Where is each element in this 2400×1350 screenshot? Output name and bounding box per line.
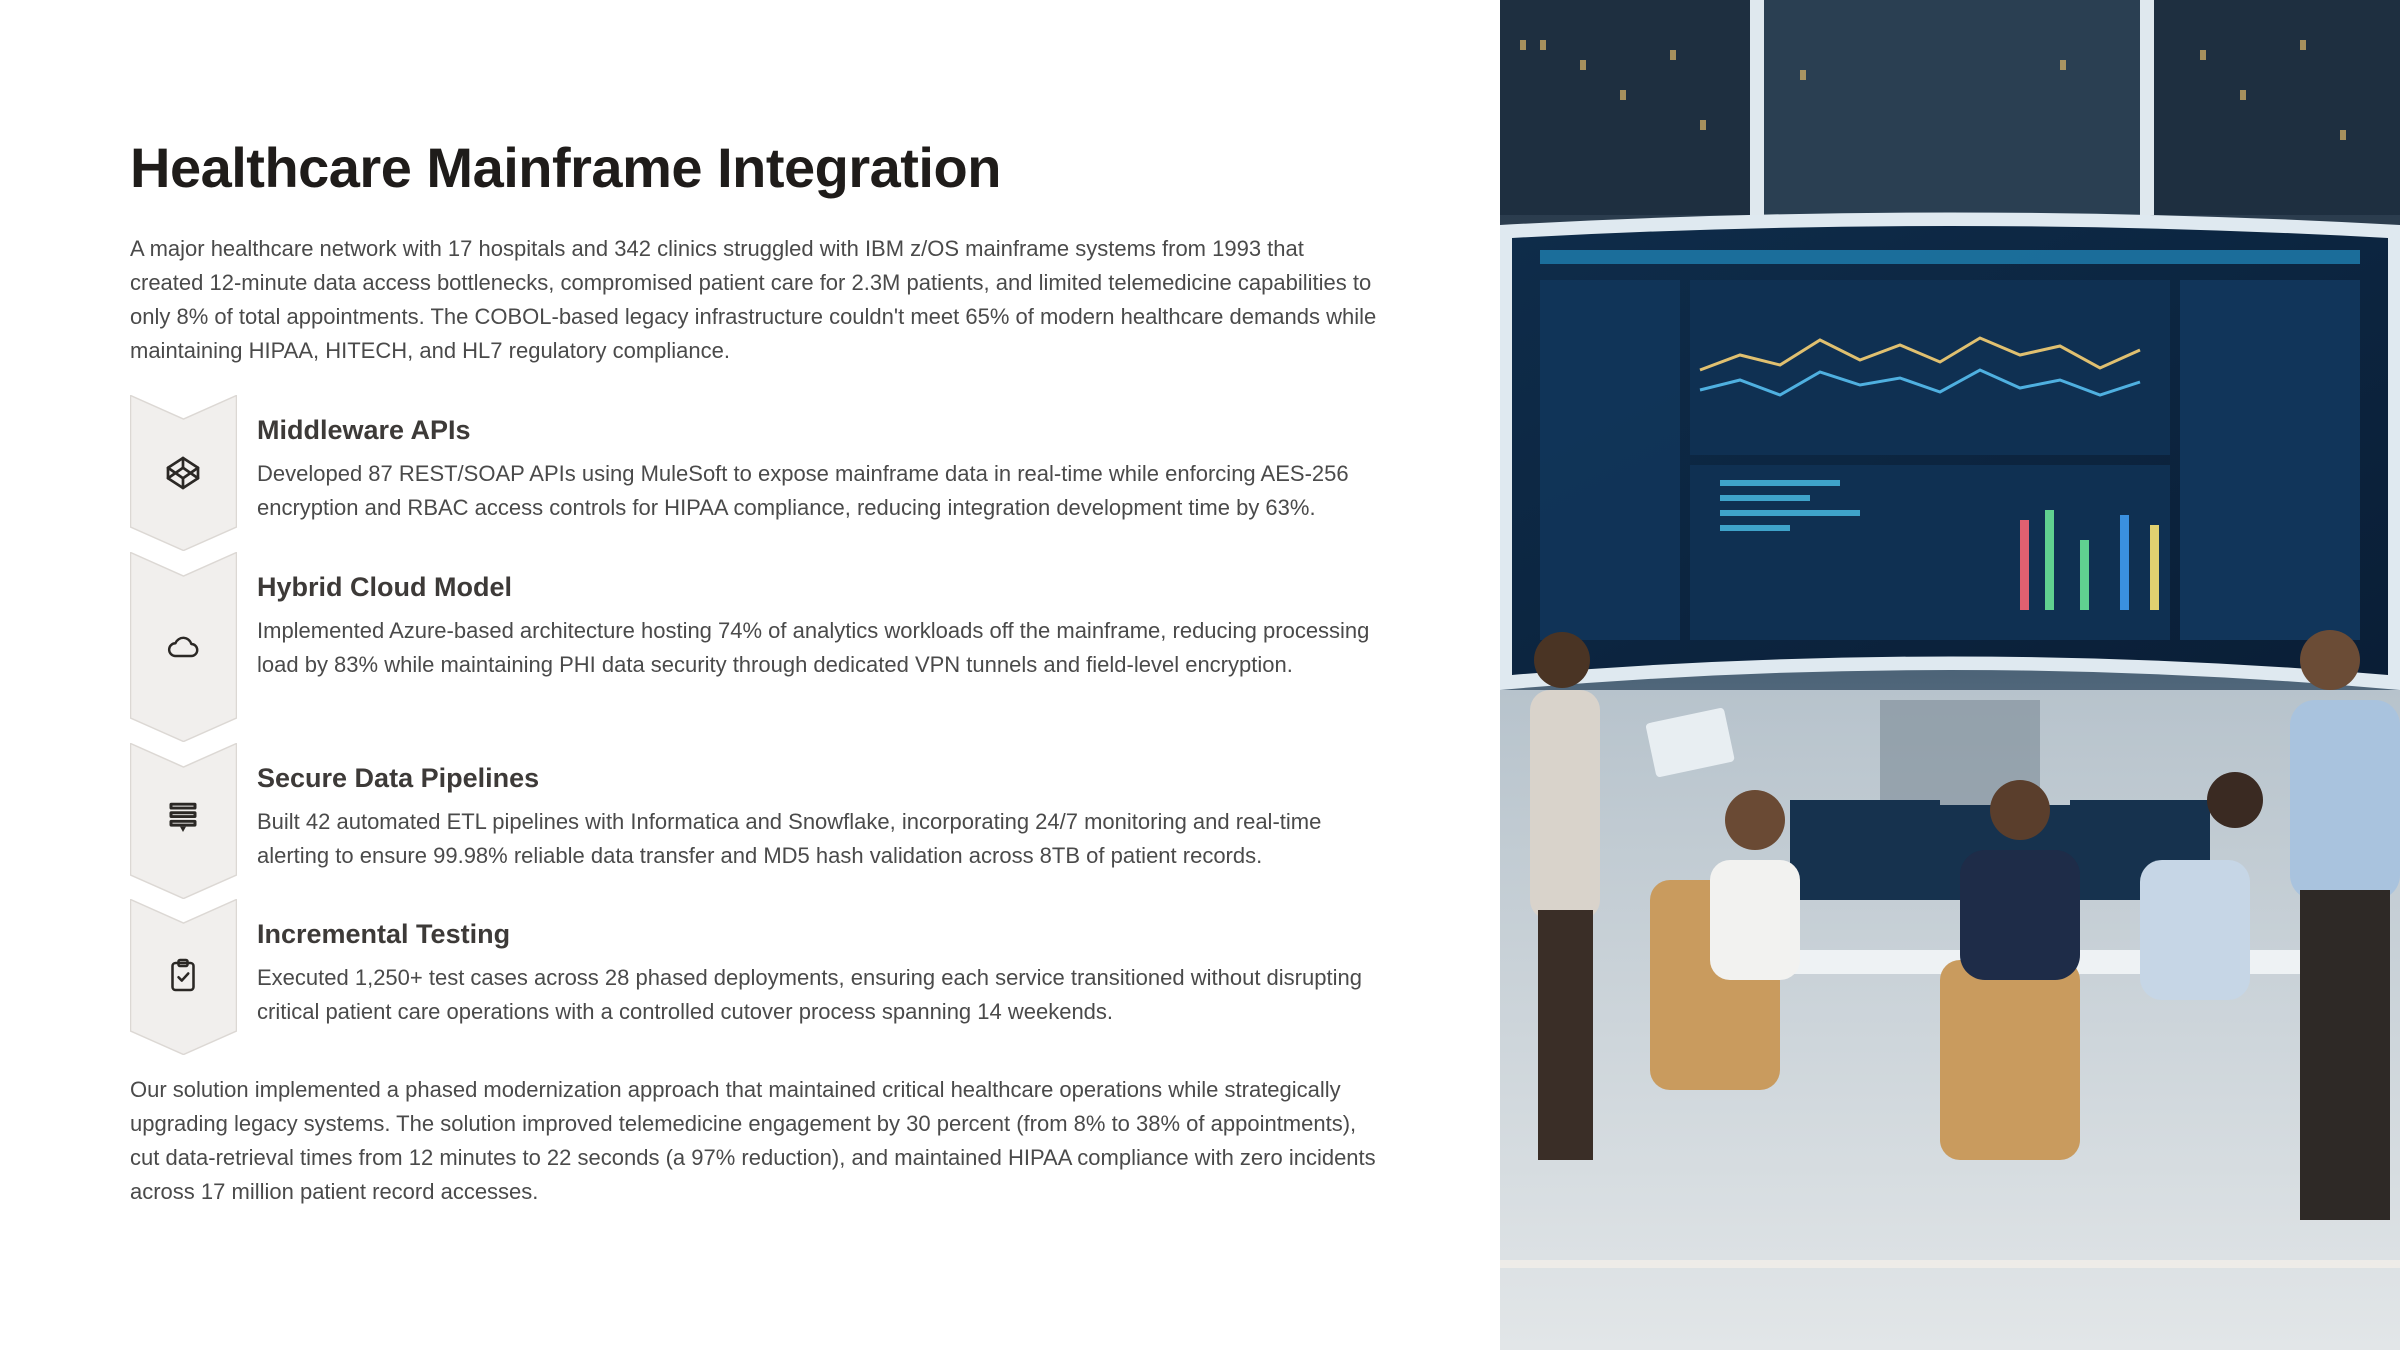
clipboard-check-icon [165, 957, 201, 993]
cloud-icon [165, 629, 201, 665]
step-title: Middleware APIs [257, 415, 471, 445]
step-description: Executed 1,250+ test cases across 28 phased deployments, ensuring each service transitioned without disrupting critical patient care operations with a controlled cutover process spanning 14 weekends. [257, 965, 1362, 1024]
step-secure-data-pipelines [130, 743, 1380, 899]
control-room-illustration [1500, 0, 2400, 1350]
step-hybrid-cloud-model [130, 552, 1380, 742]
database-stack-icon [165, 799, 201, 835]
codepen-cube-icon [165, 455, 201, 491]
page-title: Healthcare Mainframe Integration [130, 136, 1001, 199]
step-title: Hybrid Cloud Model [257, 572, 512, 602]
step-description: Developed 87 REST/SOAP APIs using MuleSoft to expose mainframe data in real-time while enforcing AES-256 encryption and RBAC access controls for HIPAA compliance, reducing integration development time by 63%. [257, 461, 1349, 520]
step-description: Built 42 automated ETL pipelines with Informatica and Snowflake, incorporating 24/7 monitoring and real-time alerting to ensure 99.98% reliable data transfer and MD5 hash validation across 8TB of patient records. [257, 809, 1322, 868]
intro-paragraph: A major healthcare network with 17 hospitals and 342 clinics struggled with IBM z/OS mainframe systems from 1993 that created 12-minute data access bottlenecks, compromised patient care for 2.3M patients, and limited telemedicine capabilities to only 8% of total appointments. The COBOL-based legacy infrastructure couldn't meet 65% of modern healthcare demands while maintaining HIPAA, HITECH, and HL7 regulatory compliance. [130, 236, 1377, 363]
step-middleware-apis [130, 395, 1380, 551]
control-room-photo [1500, 0, 2400, 1350]
step-description: Implemented Azure-based architecture hosting 74% of analytics workloads off the mainframe, reducing processing load by 83% while maintaining PHI data security through dedicated VPN tunnels and field-level encryption. [257, 618, 1370, 677]
outcome-paragraph: Our solution implemented a phased modernization approach that maintained critical healthcare operations while strategically upgrading legacy systems. The solution improved telemedicine engagement by 30 percent (from 8% to 38% of appointments), cut data-retrieval times from 12 minutes to 22 seconds (a 97% reduction), and maintained HIPAA compliance with zero incidents across 17 million patient record accesses. [130, 1077, 1376, 1204]
step-title: Secure Data Pipelines [257, 763, 540, 793]
step-incremental-testing [130, 899, 1380, 1055]
step-title: Incremental Testing [257, 919, 511, 949]
